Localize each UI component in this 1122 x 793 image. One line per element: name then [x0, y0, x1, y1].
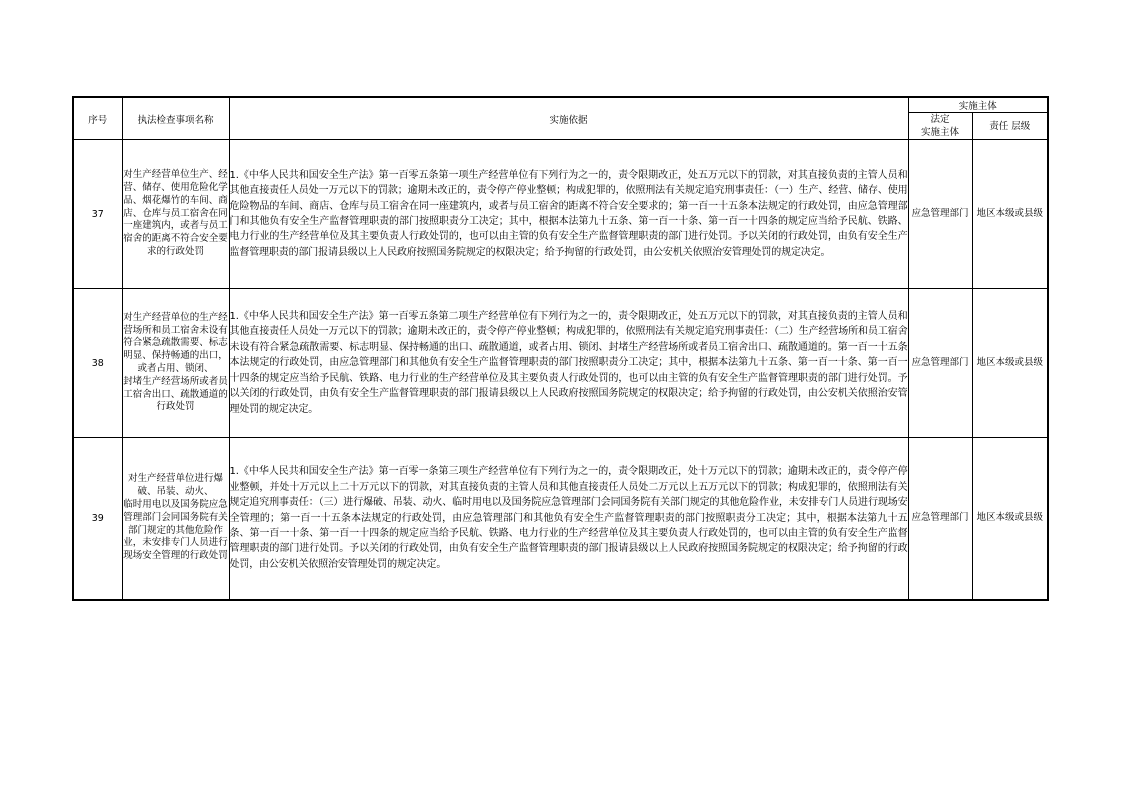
row-basis: 1.《中华人民共和国安全生产法》第一百零五条第一项生产经营单位有下列行为之一的，责令限期改正，处五万元以下的罚款，对其直接负责的主管人员和其他直接责任人员处一万元以下的罚款；逾期未改正的，责令停产停业整顿；构成犯罪的，依照刑法有关规定追究刑事责任：（一）生产、经营、储存、使用危险物品的车间、商店、仓库与员工宿舍在同一座建筑内，或者与员工宿舍的距离不符合安全要求的；第一百一十五条本法规定的行政处罚，由应急管理部门和其他负有安全生产监督管理职责的部门按照职责分工决定；其中，根据本法第九十五条、第一百一十条、第一百一十四条的规定应当给予民航、铁路、电力行业的生产经营单位及其主要负责人行政处罚的，也可以由主管的负有安全生产监督管理职责的部门进行处罚。予以关闭的行政处罚，由负有安全生产监督管理职责的部门报请县级以上人民政府按照国务院规定的权限决定；给予拘留的行政处罚，由公安机关依照治安管理处罚的规定决定。 — [229, 140, 908, 289]
header-item-name: 执法检查事项名称 — [122, 97, 229, 140]
table-row — [73, 289, 1048, 438]
row-basis: 1.《中华人民共和国安全生产法》第一百零五条第二项生产经营单位有下列行为之一的，责令限期改正，处五万元以下的罚款，对其直接负责的主管人员和其他直接责任人员处一万元以下的罚款；逾期未改正的，责令停产停业整顿；构成犯罪的，依照刑法有关规定追究刑事责任：（二）生产经营场所和员工宿舍未设有符合紧急疏散需要、标志明显、保持畅通的出口、疏散通道，或者占用、锁闭、封堵生产经营场所或者员工宿舍出口、疏散通道的。第一百一十五条本法规定的行政处罚，由应急管理部门和其他负有安全生产监督管理职责的部门按照职责分工决定；其中，根据本法第九十五条、第一百一十条、第一百一十四条的规定应当给予民航、铁路、电力行业的生产经营单位及其主要负责人行政处罚的，也可以由主管的负有安全生产监督管理职责的部门进行处罚。予以关闭的行政处罚，由负有安全生产监督管理职责的部门报请县级以上人民政府按照国务院规定的权限决定；给予拘留的行政处罚，由公安机关依照治安管理处罚的规定决定。 — [229, 289, 908, 438]
row-legal-subject: 应急管理部门 — [908, 289, 972, 438]
row-seq: 39 — [73, 438, 122, 600]
row-responsibility-level: 地区本级或县级 — [972, 438, 1048, 600]
row-item-name: 对生产经营单位的生产经营场所和员工宿舍未设有符合紧急疏散需要、标志明显、保持畅通的出口，或者占用、锁闭、 封堵生产经营场所或者员工宿舍出口、疏散通道的行政处罚 — [122, 289, 229, 438]
table-body — [73, 140, 1048, 600]
enforcement-items-table — [72, 96, 1049, 601]
row-responsibility-level: 地区本级或县级 — [972, 289, 1048, 438]
header-legal-subject: 法定 实施主体 — [908, 113, 972, 140]
header-basis: 实施依据 — [229, 97, 908, 140]
row-legal-subject: 应急管理部门 — [908, 438, 972, 600]
header-subject-group: 实施主体 — [908, 97, 1048, 113]
table-row — [73, 140, 1048, 289]
row-basis: 1.《中华人民共和国安全生产法》第一百零一条第三项生产经营单位有下列行为之一的，责令限期改正，处十万元以下的罚款；逾期未改正的，责令停产停业整顿，并处十万元以上二十万元以下的罚款，对其直接负责的主管人员和其他直接责任人员处二万元以上五万元以下的罚款；构成犯罪的，依照刑法有关规定追究刑事责任：（三）进行爆破、吊装、动火、临时用电以及国务院应急管理部门会同国务院有关部门规定的其他危险作业，未安排专门人员进行现场安全管理的；第一百一十五条本法规定的行政处罚，由应急管理部门和其他负有安全生产监督管理职责的部门按照职责分工决定；其中，根据本法第九十五条、第一百一十条、第一百一十四条的规定应当给予民航、铁路、电力行业的生产经营单位及其主要负责人行政处罚的，也可以由主管的负有安全生产监督管理职责的部门进行处罚。予以关闭的行政处罚，由负有安全生产监督管理职责的部门报请县级以上人民政府按照国务院规定的权限决定；给予拘留的行政处罚，由公安机关依照治安管理处罚的规定决定。 — [229, 438, 908, 600]
row-seq: 37 — [73, 140, 122, 289]
row-legal-subject: 应急管理部门 — [908, 140, 972, 289]
row-seq: 38 — [73, 289, 122, 438]
header-seq: 序号 — [73, 97, 122, 140]
row-item-name: 对生产经营单位进行爆破、吊装、动火、 临时用电以及国务院应急管理部门会同国务院有关部门规定的其他危险作业，未安排专门人员进行现场安全管理的行政处罚 — [122, 438, 229, 600]
table-row — [73, 438, 1048, 600]
header-responsibility-level: 责任 层级 — [972, 113, 1048, 140]
table-header — [73, 97, 1048, 140]
row-item-name: 对生产经营单位生产、经营、储存、使用危险化学品、烟花爆竹的车间、商店、仓库与员工宿舍在同一座建筑内，或者与员工宿舍的距离不符合安全要求的行政处罚 — [122, 140, 229, 289]
row-responsibility-level: 地区本级或县级 — [972, 140, 1048, 289]
